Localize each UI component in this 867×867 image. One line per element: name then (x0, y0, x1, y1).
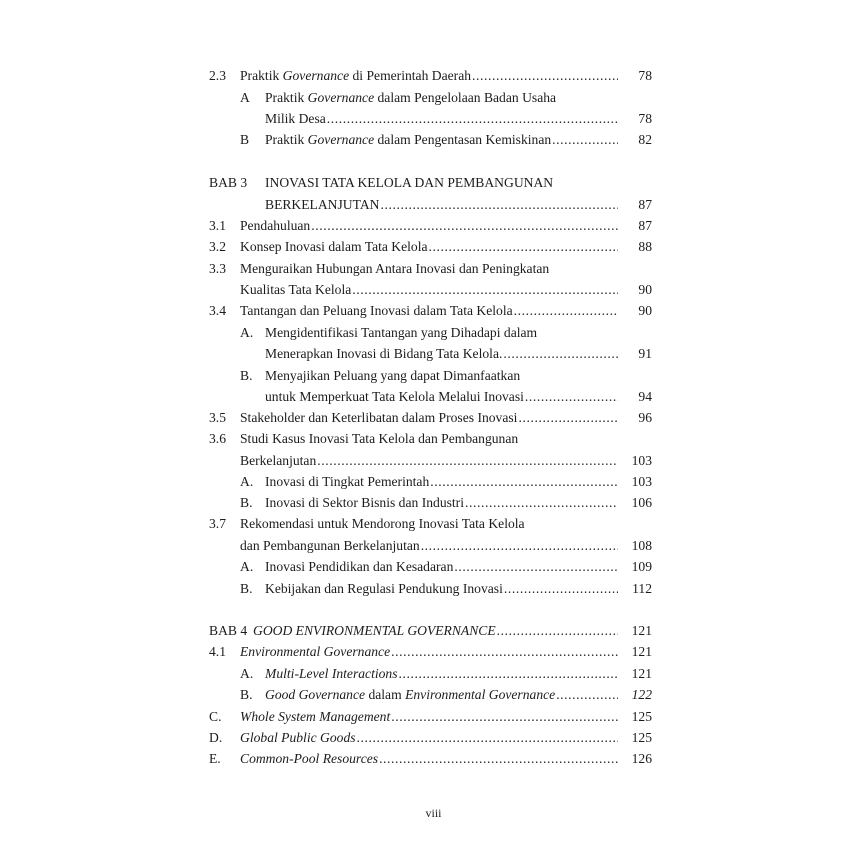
toc-entry-page: 96 (638, 410, 652, 425)
toc-entry-number: 3.6 (209, 431, 226, 446)
dot-leader (472, 67, 618, 85)
toc-entry-number: B. (240, 581, 253, 596)
toc-entry-page: 122 (631, 687, 652, 702)
toc-entry-number: 4.1 (209, 644, 226, 659)
toc-entry-number: 3.2 (209, 239, 226, 254)
toc-entry-page: 108 (631, 538, 652, 553)
dot-leader (357, 729, 618, 747)
toc-entry-title: Inovasi Pendidikan dan Kesadaran ..... (265, 558, 618, 576)
dot-leader (430, 473, 618, 491)
toc-entry-page: 78 (638, 68, 652, 83)
toc-entry-number: D. (209, 730, 223, 745)
toc-entry-title: Whole System Management ..... (240, 708, 618, 726)
toc-entry-page: 125 (631, 709, 652, 724)
dot-leader (391, 643, 618, 661)
toc-entry-title: untuk Memperkuat Tata Kelola Melalui Inovasi ..... (265, 388, 618, 406)
toc-entry-number: 3.3 (209, 261, 226, 276)
dot-leader (317, 452, 618, 470)
toc-entry-title: Menguraikan Hubungan Antara Inovasi dan Peningkatan (240, 261, 550, 276)
toc-entry-number: BAB 3 (209, 175, 248, 190)
toc-entry-title: Menyajikan Peluang yang dapat Dimanfaatkan (265, 368, 521, 383)
toc-entry-number: B. (240, 495, 253, 510)
dot-leader (525, 388, 618, 406)
toc-entry-page: 87 (638, 197, 652, 212)
toc-entry-title: Common-Pool Resources ..... (240, 750, 618, 768)
dot-leader (514, 302, 618, 320)
toc-entry-title: Pendahuluan ..... (240, 217, 618, 235)
dot-leader (556, 686, 618, 704)
dot-leader (504, 580, 618, 598)
toc-entry-page: 90 (638, 303, 652, 318)
page-number-footer: viii (425, 806, 442, 820)
toc-entry-page: 91 (638, 346, 652, 361)
dot-leader (503, 345, 618, 363)
dot-leader (352, 281, 618, 299)
dot-leader (518, 409, 618, 427)
toc-entry-page: 88 (638, 239, 652, 254)
toc-entry-title: Berkelanjutan ..... (240, 452, 618, 470)
toc-entry-number: A. (240, 474, 254, 489)
toc-entry-number: 3.7 (209, 516, 226, 531)
toc-entry-number: A. (240, 325, 254, 340)
toc-entry-title: Good Governance dalam Environmental Governance ..... (265, 686, 618, 704)
toc-entry-page: 126 (631, 751, 652, 766)
toc-entry-title: Praktik Governance dalam Pengentasan Kemiskinan ..... (265, 131, 618, 149)
toc-entry-page: 78 (638, 111, 652, 126)
toc-entry-title: Kualitas Tata Kelola ..... (240, 281, 618, 299)
toc-entry-number: 3.1 (209, 218, 226, 233)
toc-entry-page: 121 (631, 666, 652, 681)
toc-entry-title: Multi-Level Interactions ..... (265, 665, 618, 683)
toc-entry-number: BAB 4 (209, 623, 248, 638)
toc-entry-title: GOOD ENVIRONMENTAL GOVERNANCE ..... (253, 622, 618, 640)
dot-leader (399, 665, 618, 683)
toc-entry-title: Global Public Goods ..... (240, 729, 618, 747)
dot-leader (391, 708, 618, 726)
toc-entry-page: 103 (631, 474, 652, 489)
toc-entry-number: A. (240, 559, 254, 574)
dot-leader (380, 196, 618, 214)
toc-entry-title: Milik Desa ..... (265, 110, 618, 128)
toc-entry-page: 121 (631, 644, 652, 659)
toc-entry-title: Menerapkan Inovasi di Bidang Tata Kelola. ..... (265, 345, 618, 363)
dot-leader (379, 750, 618, 768)
toc-entry-page: 125 (631, 730, 652, 745)
toc-entry-page: 87 (638, 218, 652, 233)
toc-entry-title: dan Pembangunan Berkelanjutan ..... (240, 537, 618, 555)
toc-entry-number: B. (240, 687, 253, 702)
toc-entry-number: 3.4 (209, 303, 226, 318)
toc-entry-page: 82 (638, 132, 652, 147)
toc-entry-page: 112 (632, 581, 652, 596)
toc-entry-page: 106 (631, 495, 652, 510)
toc-entry-number: B (240, 132, 250, 147)
toc-entry-number: E. (209, 751, 221, 766)
toc-entry-number: A (240, 90, 250, 105)
toc-entry-title: INOVASI TATA KELOLA DAN PEMBANGUNAN (265, 175, 554, 190)
toc-entry-page: 90 (638, 282, 652, 297)
toc-entry-title: Kebijakan dan Regulasi Pendukung Inovasi ..... (265, 580, 618, 598)
toc-entry-number: B. (240, 368, 253, 383)
dot-leader (429, 238, 618, 256)
toc-entry-page: 109 (631, 559, 652, 574)
dot-leader (454, 558, 618, 576)
toc-entry-title: Environmental Governance ..... (240, 643, 618, 661)
dot-leader (497, 622, 618, 640)
dot-leader (421, 537, 618, 555)
dot-leader (552, 131, 618, 149)
toc-entry-title: Konsep Inovasi dalam Tata Kelola ..... (240, 238, 618, 256)
toc-entry-number: A. (240, 666, 254, 681)
dot-leader (327, 110, 618, 128)
toc-entry-number: C. (209, 709, 222, 724)
toc-entry-page: 103 (631, 453, 652, 468)
toc-entry-page: 121 (631, 623, 652, 638)
toc-entry-title: Praktik Governance dalam Pengelolaan Badan Usaha (265, 90, 557, 105)
toc-entry-page: 94 (638, 389, 652, 404)
toc-entry-title: BERKELANJUTAN ..... (265, 196, 618, 214)
toc-entry-title: Tantangan dan Peluang Inovasi dalam Tata Kelola ..... (240, 302, 618, 320)
dot-leader (465, 494, 618, 512)
toc-entry-title: Rekomendasi untuk Mendorong Inovasi Tata Kelola (240, 516, 525, 531)
toc-entry-title: Studi Kasus Inovasi Tata Kelola dan Pembangunan (240, 431, 519, 446)
dot-leader (311, 217, 618, 235)
toc-entry-title: Inovasi di Tingkat Pemerintah ..... (265, 473, 618, 491)
toc-entry-title: Inovasi di Sektor Bisnis dan Industri ..... (265, 494, 618, 512)
toc-entry-number: 3.5 (209, 410, 226, 425)
toc-entry-title: Praktik Governance di Pemerintah Daerah ..... (240, 67, 618, 85)
toc-entry-title: Stakeholder dan Keterlibatan dalam Proses Inovasi ..... (240, 409, 618, 427)
toc-entry-number: 2.3 (209, 68, 226, 83)
toc-entry-title: Mengidentifikasi Tantangan yang Dihadapi dalam (265, 325, 538, 340)
